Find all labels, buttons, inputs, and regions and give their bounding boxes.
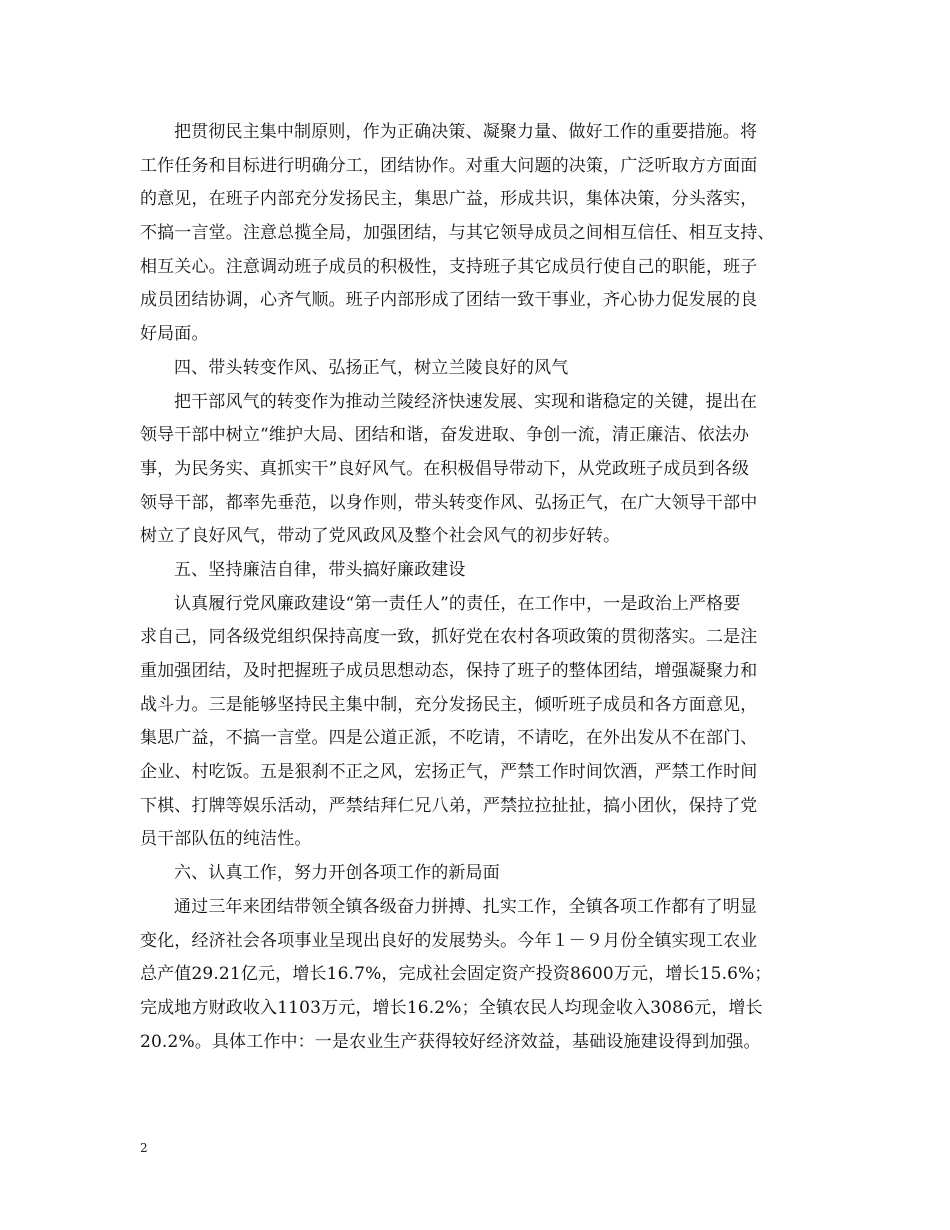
text-line: 五、坚持廉洁自律，带头搞好廉政建设 <box>174 559 466 580</box>
text-line: 集思广益，不搞一言堂。四是公道正派，不吃请，不请吃，在外出发从不在部门、 <box>140 728 758 749</box>
text-line: 好局面。 <box>140 324 209 345</box>
text-line: 把贯彻民主集中制原则，作为正确决策、凝聚力量、做好工作的重要措施。将 <box>174 122 758 142</box>
text-line: 求自己，同各级党组织保持高度一致，抓好党在农村各项政策的贯彻落实。二是注 <box>140 627 758 648</box>
text-line: 变化，经济社会各项事业呈现出良好的发展势头。今年１－９月份全镇实现工农业 <box>140 930 758 951</box>
text-line: 成员团结协调，心齐气顺。班子内部形成了团结一致干事业，齐心协力促发展的良 <box>140 290 758 311</box>
page-number: 2 <box>140 1141 148 1155</box>
text-line: 员干部队伍的纯洁性。 <box>140 829 312 850</box>
text-line: 四、带头转变作风、弘扬正气，树立兰陵良好的风气 <box>174 357 569 378</box>
text-line: 领导干部中树立“维护大局、团结和谐，奋发进取、争创一流，清正廉洁、依法办 <box>140 425 750 446</box>
text-line: 完成地方财政收入1103万元，增长16.2%；全镇农民人均现金收入3086元，增长 <box>140 997 763 1018</box>
text-line: 树立了良好风气，带动了党风政风及整个社会风气的初步好转。 <box>140 526 621 547</box>
text-line: 相互关心。注意调动班子成员的积极性，支持班子其它成员行使自己的职能，班子 <box>140 256 758 277</box>
text-line: 20.2%。具体工作中：一是农业生产获得较好经济效益，基础设施建设得到加强。 <box>140 1031 761 1052</box>
text-line: 总产值29.21亿元，增长16.7%，完成社会固定资产投资8600万元，增长15.6%； <box>140 964 772 985</box>
document-body <box>140 116 830 1059</box>
text-line: 把干部风气的转变作为推动兰陵经济快速发展、实现和谐稳定的关键，提出在 <box>174 391 758 412</box>
text-line: 企业、村吃饭。五是狠刹不正之风，宏扬正气，严禁工作时间饮酒，严禁工作时间 <box>140 762 758 783</box>
text-line: 重加强团结，及时把握班子成员思想动态，保持了班子的整体团结，增强凝聚力和 <box>140 661 758 681</box>
text-line: 的意见，在班子内部充分发扬民主，集思广益，形成共识，集体决策，分头落实， <box>140 189 758 210</box>
text-line: 事，为民务实、真抓实干”良好风气。在积极倡导带动下，从党政班子成员到各级 <box>140 458 750 479</box>
text-line: 下棋、打牌等娱乐活动，严禁结拜仁兄八弟，严禁拉拉扯扯，搞小团伙，保持了党 <box>140 795 758 816</box>
text-line: 领导干部，都率先垂范，以身作则，带头转变作风、弘扬正气，在广大领导干部中 <box>140 492 758 513</box>
text-line: 战斗力。三是能够坚持民主集中制，充分发扬民主，倾听班子成员和各方面意见， <box>140 694 758 715</box>
text-line: 工作任务和目标进行明确分工，团结协作。对重大问题的决策，广泛听取方方面面 <box>140 155 758 176</box>
text-line: 不搞一言堂。注意总揽全局，加强团结，与其它领导成员之间相互信任、相互支持、 <box>140 223 775 244</box>
text-line: 六、认真工作，努力开创各项工作的新局面 <box>174 863 500 884</box>
text-line: 通过三年来团结带领全镇各级奋力拼搏、扎实工作，全镇各项工作都有了明显 <box>174 896 758 917</box>
text-line: 认真履行党风廉政建设“第一责任人”的责任，在工作中，一是政治上严格要 <box>174 593 741 614</box>
